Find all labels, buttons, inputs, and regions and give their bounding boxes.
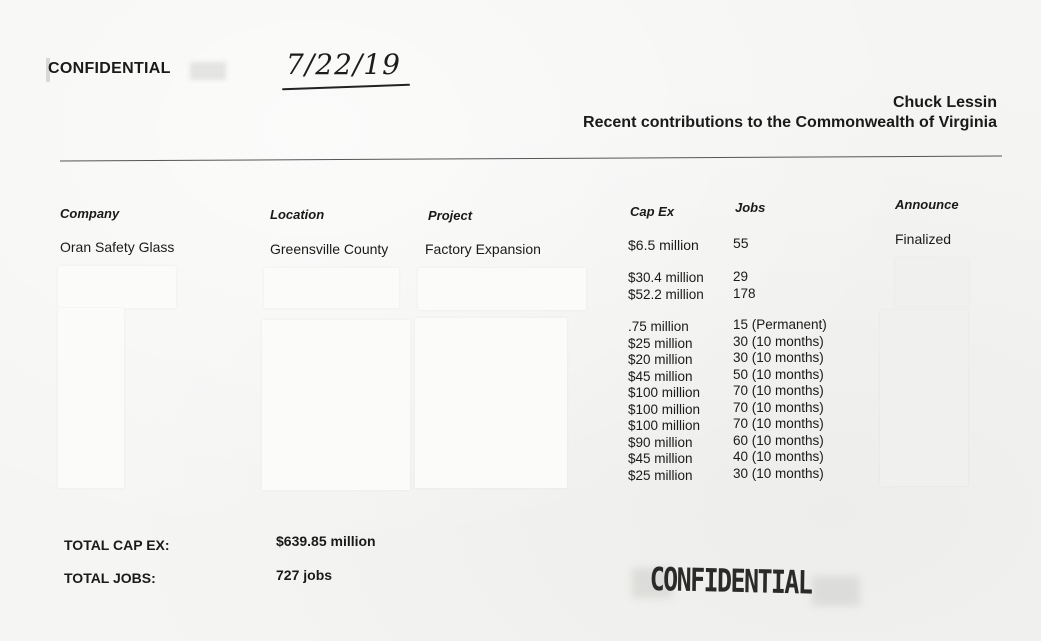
jobs-value: 30 (10 months) [733, 333, 824, 349]
column-header-announce: Announce [895, 197, 959, 212]
capex-value: $100 million [628, 418, 701, 433]
redacted-area [880, 310, 968, 486]
jobs-value: 30 (10 months) [733, 465, 824, 481]
document-subtitle: Recent contributions to the Commonwealth of Virginia [583, 114, 997, 131]
group3-jobs-list [733, 317, 827, 482]
jobs-value: 178 [733, 285, 756, 301]
capex-value: $52.2 million [628, 286, 704, 302]
row1-project: Factory Expansion [425, 241, 541, 257]
jobs-value: 15 (Permanent) [733, 317, 827, 332]
date-underline [282, 84, 410, 90]
redacted-area [262, 320, 410, 490]
capex-value: $90 million [628, 434, 693, 450]
group2-jobs-list [733, 269, 756, 302]
jobs-value: 70 (10 months) [733, 383, 824, 398]
total-capex-value: $639.85 million [276, 533, 376, 549]
redacted-area [415, 318, 567, 488]
group3-capex-list [628, 319, 700, 484]
capex-value: $25 million [628, 335, 693, 351]
jobs-value: 50 (10 months) [733, 366, 824, 382]
column-header-jobs: Jobs [735, 200, 766, 215]
redacted-area [895, 258, 969, 306]
total-jobs-label: TOTAL JOBS: [64, 570, 156, 586]
redacted-area [418, 268, 586, 310]
capex-value: $25 million [628, 467, 693, 483]
jobs-value: 70 (10 months) [733, 416, 824, 431]
column-header-project: Project [428, 208, 473, 223]
redacted-area [58, 266, 176, 308]
capex-value: $20 million [628, 352, 693, 367]
confidential-label: CONFIDENTIAL [48, 60, 171, 77]
column-header-location: Location [270, 207, 325, 222]
total-jobs-value: 727 jobs [276, 567, 333, 583]
row1-capex: $6.5 million [628, 237, 699, 253]
row1-jobs: 55 [733, 235, 749, 251]
handwritten-date: 7/22/19 [286, 48, 401, 81]
capex-value: $45 million [628, 451, 693, 466]
author-name: Chuck Lessin [892, 94, 997, 111]
capex-value: $45 million [628, 368, 693, 384]
row1-company: Oran Safety Glass [60, 239, 175, 255]
jobs-value: 60 (10 months) [733, 432, 824, 448]
capex-value: $100 million [628, 385, 701, 400]
group2-capex-list [628, 270, 704, 303]
stamp-smudge [812, 576, 860, 606]
capex-value: $30.4 million [628, 270, 704, 285]
header-divider [60, 156, 1002, 162]
total-capex-label: TOTAL CAP EX: [64, 537, 170, 553]
redacted-area [58, 308, 124, 488]
jobs-value: 70 (10 months) [733, 399, 824, 415]
scan-smudge [190, 62, 226, 80]
capex-value: .75 million [628, 319, 689, 334]
confidential-stamp: CONFIDENTIAL [649, 560, 812, 602]
jobs-value: 30 (10 months) [733, 350, 824, 365]
row1-announce: Finalized [895, 231, 952, 247]
jobs-value: 29 [733, 269, 749, 284]
jobs-value: 40 (10 months) [733, 449, 824, 464]
column-header-capex: Cap Ex [630, 204, 675, 219]
row1-location: Greensville County [270, 241, 389, 257]
capex-value: $100 million [628, 401, 701, 417]
column-header-company: Company [60, 206, 120, 221]
redacted-area [264, 268, 399, 308]
